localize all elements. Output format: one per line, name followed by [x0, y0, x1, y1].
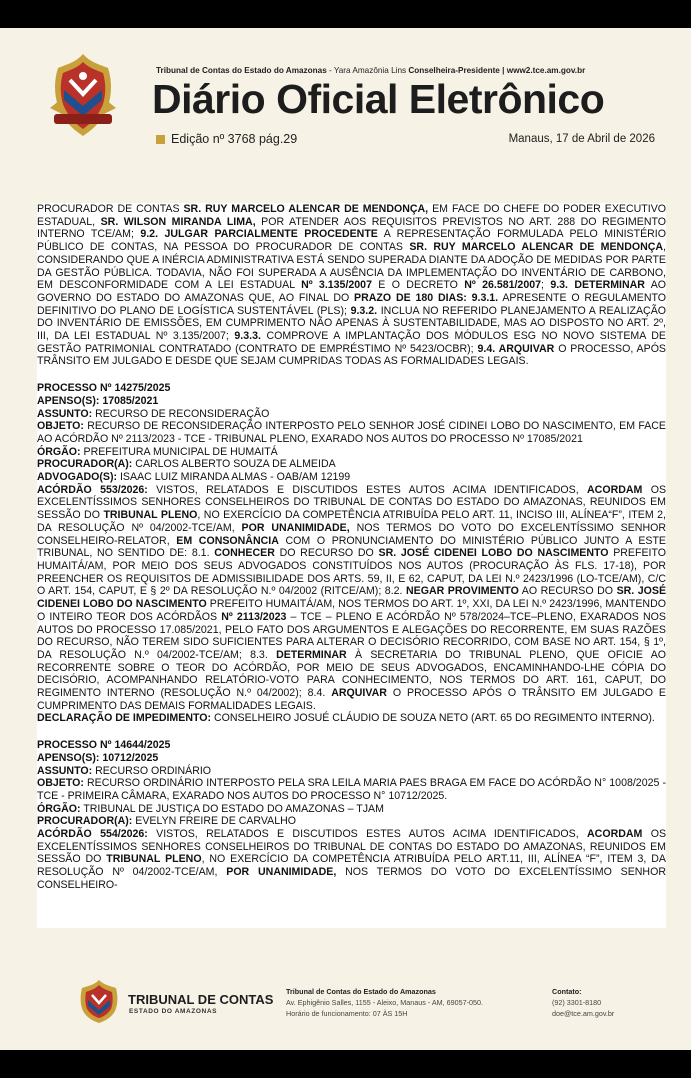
footer-contact-title: Contato: [552, 987, 582, 996]
process-apenso: APENSO(S): 17085/2021 [37, 394, 159, 407]
process-procurador: PROCURADOR(A): CARLOS ALBERTO SOUZA DE ALMEIDA [37, 458, 336, 471]
footer-address-title: Tribunal de Contas do Estado do Amazonas [286, 987, 436, 996]
tce-emblem-small-icon [76, 978, 122, 1024]
process-orgao: ÓRGÃO: PREFEITURA MUNICIPAL DE HUMAITÁ [37, 445, 278, 458]
footer-brand-sub: ESTADO DO AMAZONAS [129, 1008, 218, 1015]
header-yara: Yara Amazônia Lins [333, 66, 407, 75]
header-conselheira: Conselheira-Presidente [408, 66, 500, 75]
header-sep1: - [326, 66, 334, 75]
footer-contact-block [552, 986, 614, 1019]
page-footer [0, 930, 691, 1050]
header-site: www2.tce.am.gov.br [506, 66, 586, 75]
intro-paragraph: PROCURADOR DE CONTAS SR. RUY MARCELO ALENCAR DE MENDONÇA, EM FACE DO CHEFE DO PODER EXECUTIVO ESTADUAL, SR. WILSON MIRANDA LIMA, POR ATENDER AOS REQUISITOS PREVISTOS NO ART. 288 DO REGIMENTO INTERNO TCE/AM; 9.2. JULGAR PARCIALMENTE PROCEDENTE A REPRESENTAÇÃO FORMULADA PELO MINISTÉRIO PÚBLICO DE CONTAS, NA PESSOA DO PROCURADOR DE CONTAS SR. RUY MARCELO ALENCAR DE MENDONÇA, CONSIDERANDO QUE A INÉRCIA ADMINISTRATIVA ESTÁ SENDO SUPERADA DIANTE DA ADOÇÃO DE MEDIDAS POR PARTE DA GESTÃO PÚBLICA. TODAVIA, NÃO FOI SUPERADA A AUSÊNCIA DA IMPLEMENTAÇÃO DO INVENTÁRIO DE CARBONO, EM DESCONFORMIDADE COM A LEI ESTADUAL Nº 3.135/2007 E O DECRETO Nº 26.581/2007; 9.3. DETERMINAR AO GOVERNO DO ESTADO DO AMAZONAS QUE, AO FINAL DO PRAZO DE 180 DIAS: 9.3.1. APRESENTE O REGULAMENTO DEFINITIVO DO PLANO DE LOGÍSTICA SUSTENTÁVEL (PLS); 9.3.2. INCLUA NO REFERIDO PLANEJAMENTO A REALIZAÇÃO DO INVENTÁRIO DE EMISSÕES, EM CUMPRIMENTO NÃO APENAS À SUSTENTABILIDADE, MAS AO DISPOSTO NO ART. 2º, III, DA LEI ESTADUAL Nº 3.135/2007; 9.3.3. COMPROVE A IMPLANTAÇÃO DOS MÓDULOS ESG NO NOVO SISTEMA DE GESTÃO PATRIMONIAL CONTRATADO (CONTRATO DE EMPRÉSTIMO Nº 5423/OCBR); 9.4. ARQUIVAR O PROCESSO, APÓS TRÂNSITO EM JULGADO E DESDE QUE SEJAM CUMPRIDAS TODAS AS FORMALIDADES LEGAIS. [37, 203, 666, 368]
footer-address-block [286, 986, 483, 1019]
footer-hours: Horário de funcionamento: 07 ÀS 15H [286, 1009, 408, 1018]
bottom-bar [0, 1050, 691, 1078]
page-header [0, 28, 691, 178]
process-apenso: APENSO(S): 10712/2025 [37, 751, 159, 764]
footer-address: Av. Ephigênio Salles, 1155 - Aleixo, Manaus - AM, 69057-050. [286, 998, 483, 1007]
edition-label: Edição nº 3768 pág.29 [171, 132, 298, 146]
process-acordao: ACÓRDÃO 554/2026: VISTOS, RELATADOS E DISCUTIDOS ESTES AUTOS ACIMA IDENTIFICADOS, ACORDAM OS EXCELENTÍSSIMOS SENHORES CONSELHEIROS DO TRIBUNAL DE CONTAS DO ESTADO DO AMAZONAS, REUNIDOS EM SESSÃO DO TRIBUNAL PLENO, NO EXERCÍCIO DA COMPETÊNCIA ATRIBUÍDA PELO ART.11, III, ALÍNEA “F”, ITEM 3, DA RESOLUÇÃO Nº 04/2002-TCE/AM, POR UNANIMIDADE, NOS TERMOS DO VOTO DO EXCELENTÍSSIMO SENHOR CONSELHEIRO- [37, 828, 666, 891]
header-tribunal: Tribunal de Contas do Estado do Amazonas [156, 66, 327, 75]
process-acordao: ACÓRDÃO 553/2026: VISTOS, RELATADOS E DISCUTIDOS ESTES AUTOS ACIMA IDENTIFICADOS, ACORDAM OS EXCELENTÍSSIMOS SENHORES CONSELHEIROS DO TRIBUNAL DE CONTAS DO ESTADO DO AMAZONAS, REUNIDOS EM SESSÃO DO TRIBUNAL PLENO, NO EXERCÍCIO DA COMPETÊNCIA ATRIBUÍDA PELO ART. 11, INCISO III, ALÍNEA“F”, ITEM 2, DA RESOLUÇÃO Nº 04/2002-TCE/AM, POR UNANIMIDADE, NOS TERMOS DO VOTO DO EXCELENTÍSSIMO SENHOR CONSELHEIRO-RELATOR, EM CONSONÂNCIA COM O PRONUNCIAMENTO DO MINISTÉRIO PÚBLICO JUNTO A ESTE TRIBUNAL, NO SENTIDO DE: 8.1. CONHECER DO RECURSO DO SR. JOSÉ CIDENEI LOBO DO NASCIMENTO PREFEITO HUMAITÁ/AM, POR MEIO DOS SEUS ADVOGADOS CONSTITUÍDOS NOS AUTOS (PROCURAÇÃO ÀS FLS. 17-18), POR PREENCHER OS REQUISITOS DE ADMISSIBILIDADE DOS ARTS. 59, II, E 62, CAPUT, DA LEI N.º 2423/1996 (LO-TCE/AM), C/C O ART. 154, CAPUT, E § 2º DA RESOLUÇÃO N.º 04/2002 (RITCE/AM); 8.2. NEGAR PROVIMENTO AO RECURSO DO SR. JOSÉ CIDENEI LOBO DO NASCIMENTO PREFEITO HUMAITÁ/AM, NOS TERMOS DO ART. 1º, XXI, DA LEI N.º 2423/1996, MANTENDO O INTEIRO TEOR DOS ACÓRDÃOS Nº 2113/2023 – TCE – PLENO E ACÓRDÃO Nº 578/2024–TCE–PLENO, EXARADOS NOS AUTOS DO PROCESSO 17.085/2021, PELO FATO DOS ARGUMENTOS E ALEGAÇÕES DO RECORRENTE, EM SUAS RAZÕES DO RECURSO, NÃO TEREM SIDO SUFICIENTES PARA ALTERAR O DECISÓRIO RECORRIDO, COM BASE NO ART. 154, § 1º, DA RESOLUÇÃO N.º 04/2002-TCE/AM; 8.3. DETERMINAR À SECRETARIA DO TRIBUNAL PLENO, QUE OFICIE AO RECORRENTE SOBRE O TEOR DO ACÓRDÃO, POR MEIO DE SEUS ADVOGADOS, ENCAMINHANDO-LHE CÓPIA DO DECISÓRIO, ACOMPANHANDO RELATÓRIO-VOTO PARA CONHECIMENTO, NOS TERMOS DO ART. 161, CAPUT, DO REGIMENTO INTERNO (RESOLUÇÃO N.º 04/2002); 8.4. ARQUIVAR O PROCESSO APÓS O TRÂNSITO EM JULGADO E CUMPRIMENTO DAS DEMAIS FORMALIDADES LEGAIS. [37, 483, 666, 712]
tce-emblem-icon [46, 50, 120, 140]
page-title: Diário Oficial Eletrônico [152, 76, 605, 122]
header-tagline [156, 66, 585, 75]
edition-info [156, 132, 297, 146]
header-sep2: | [499, 66, 507, 75]
process-assunto: ASSUNTO: RECURSO ORDINÁRIO [37, 764, 212, 777]
top-bar [0, 0, 691, 28]
publication-date: Manaus, 17 de Abril de 2026 [508, 133, 655, 145]
footer-phone: (92) 3301-8180 [552, 998, 602, 1007]
process-declaracao: DECLARAÇÃO DE IMPEDIMENTO: CONSELHEIRO JOSUÉ CLÁUDIO DE SOUZA NETO (ART. 65 DO REGIMENTO INTERNO). [37, 712, 655, 725]
process-assunto: ASSUNTO: RECURSO DE RECONSIDERAÇÃO [37, 407, 270, 420]
footer-email[interactable]: doe@tce.am.gov.br [552, 1009, 615, 1018]
process-objeto: OBJETO: RECURSO ORDINÁRIO INTERPOSTO PELA SRA LEILA MARIA PAES BRAGA EM FACE DO ACÓRDÃO N° 1008/2025 - TCE - PRIMEIRA CÂMARA, EXARADO NOS AUTOS DO PROCESSO N° 10712/2025. [37, 777, 666, 802]
process-orgao: ÓRGÃO: TRIBUNAL DE JUSTIÇA DO ESTADO DO AMAZONAS – TJAM [37, 802, 384, 815]
process-number: PROCESSO Nº 14275/2025 [37, 382, 171, 395]
process-number: PROCESSO Nº 14644/2025 [37, 739, 171, 752]
document-body [37, 203, 666, 928]
square-bullet-icon [156, 135, 165, 144]
process-advogado: ADVOGADO(S): ISAAC LUIZ MIRANDA ALMAS - OAB/AM 12199 [37, 471, 351, 484]
footer-brand: TRIBUNAL DE CONTAS [128, 992, 274, 1007]
process-objeto: OBJETO: RECURSO DE RECONSIDERAÇÃO INTERPOSTO PELO SENHOR JOSÉ CIDINEI LOBO DO NASCIMENTO, EM FACE AO ACÓRDÃO Nº 2113/2023 - TCE - TRIBUNAL PLENO, EXARADO NOS AUTOS DO PROCESSO Nº 17085/2021 [37, 420, 666, 445]
process-procurador: PROCURADOR(A): EVELYN FREIRE DE CARVALHO [37, 815, 297, 828]
